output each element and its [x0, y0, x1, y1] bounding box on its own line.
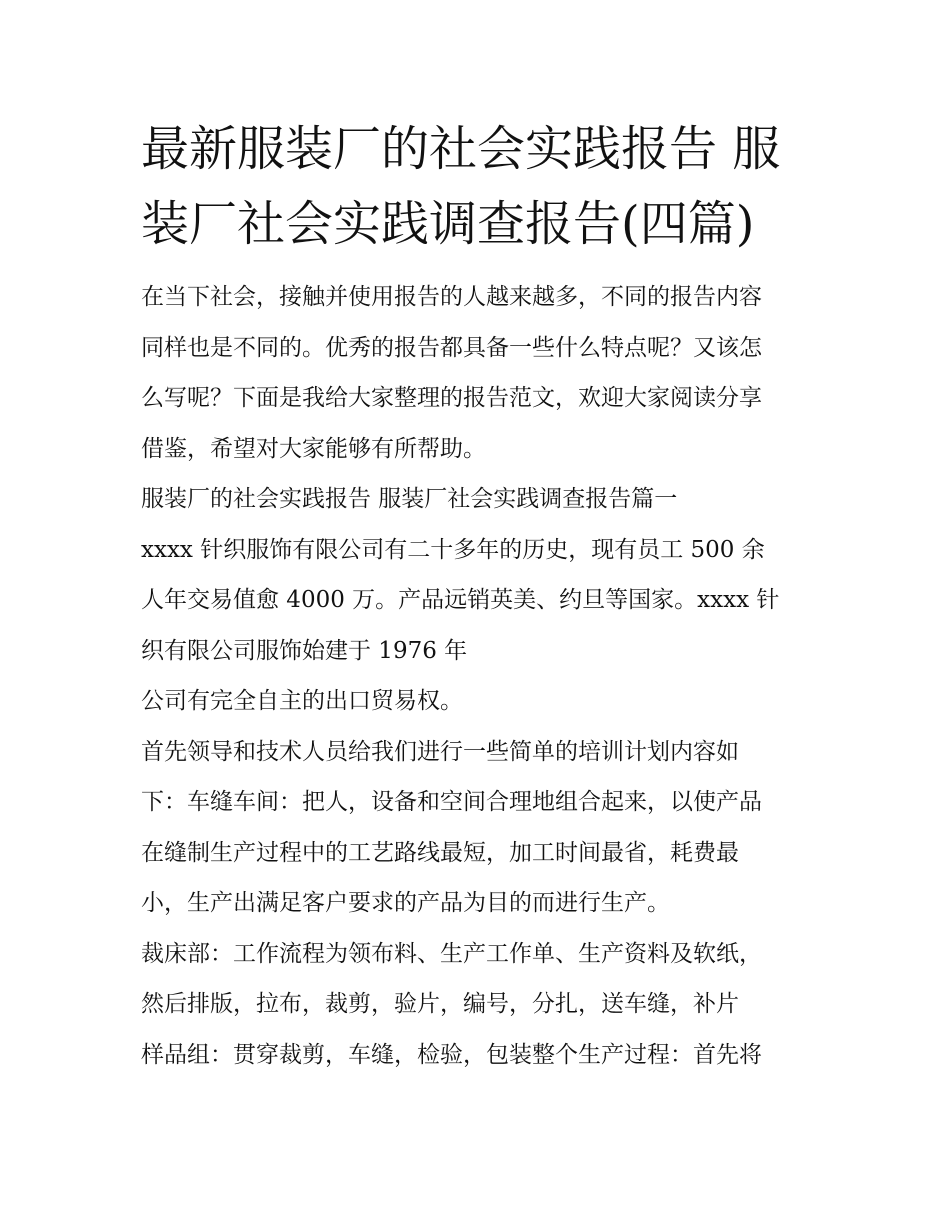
document-body: [141, 112, 813, 1080]
text-line: 下：车缝车间：把人，设备和空间合理地组合起来，以使产品: [141, 789, 762, 815]
text-line: 首先领导和技术人员给我们进行一些简单的培训计划内容如: [141, 738, 739, 765]
text-line: 同样也是不同的。优秀的报告都具备一些什么特点呢？又该怎: [141, 334, 762, 361]
cutting-dept-paragraph: [141, 929, 813, 1081]
text-line: 样品组：贯穿裁剪，车缝，检验，包装整个生产过程：首先将: [141, 1041, 762, 1068]
title-line-2: 装厂社会实践调查报告(四篇): [141, 196, 755, 252]
text-line: 公司有完全自主的出口贸易权。: [141, 688, 463, 714]
text-line: 在缝制生产过程中的工艺路线最短，加工时间最省，耗费最: [141, 839, 739, 866]
section-heading: [141, 474, 813, 525]
company-intro-paragraph: [141, 525, 813, 677]
document-title: [141, 112, 813, 262]
text-line: 织有限公司服饰始建于 1976 年: [141, 637, 468, 664]
export-rights-paragraph: [141, 676, 813, 727]
training-paragraph: [141, 727, 813, 929]
text-line: 么写呢？下面是我给大家整理的报告范文，欢迎大家阅读分享: [141, 385, 762, 411]
text-line: 服装厂的社会实践报告 服装厂社会实践调查报告篇一: [141, 486, 678, 512]
text-line: 借鉴，希望对大家能够有所帮助。: [141, 435, 486, 462]
text-line: 小，生产出满足客户要求的产品为目的而进行生产。: [141, 890, 670, 916]
text-line: 在当下社会，接触并使用报告的人越来越多，不同的报告内容: [141, 284, 762, 310]
text-line: 人年交易值愈 4000 万。产品远销英美、约旦等国家。xxxx 针: [141, 587, 780, 613]
text-line: 然后排版，拉布，裁剪，验片，编号，分扎，送车缝，补片: [141, 991, 739, 1017]
text-line: xxxx 针织服饰有限公司有二十多年的历史，现有员工 500 余: [141, 536, 765, 563]
intro-paragraph: [141, 272, 813, 474]
title-line-1: 最新服装厂的社会实践报告 服: [141, 121, 781, 177]
text-line: 裁床部：工作流程为领布料、生产工作单、生产资料及软纸，: [141, 940, 762, 967]
